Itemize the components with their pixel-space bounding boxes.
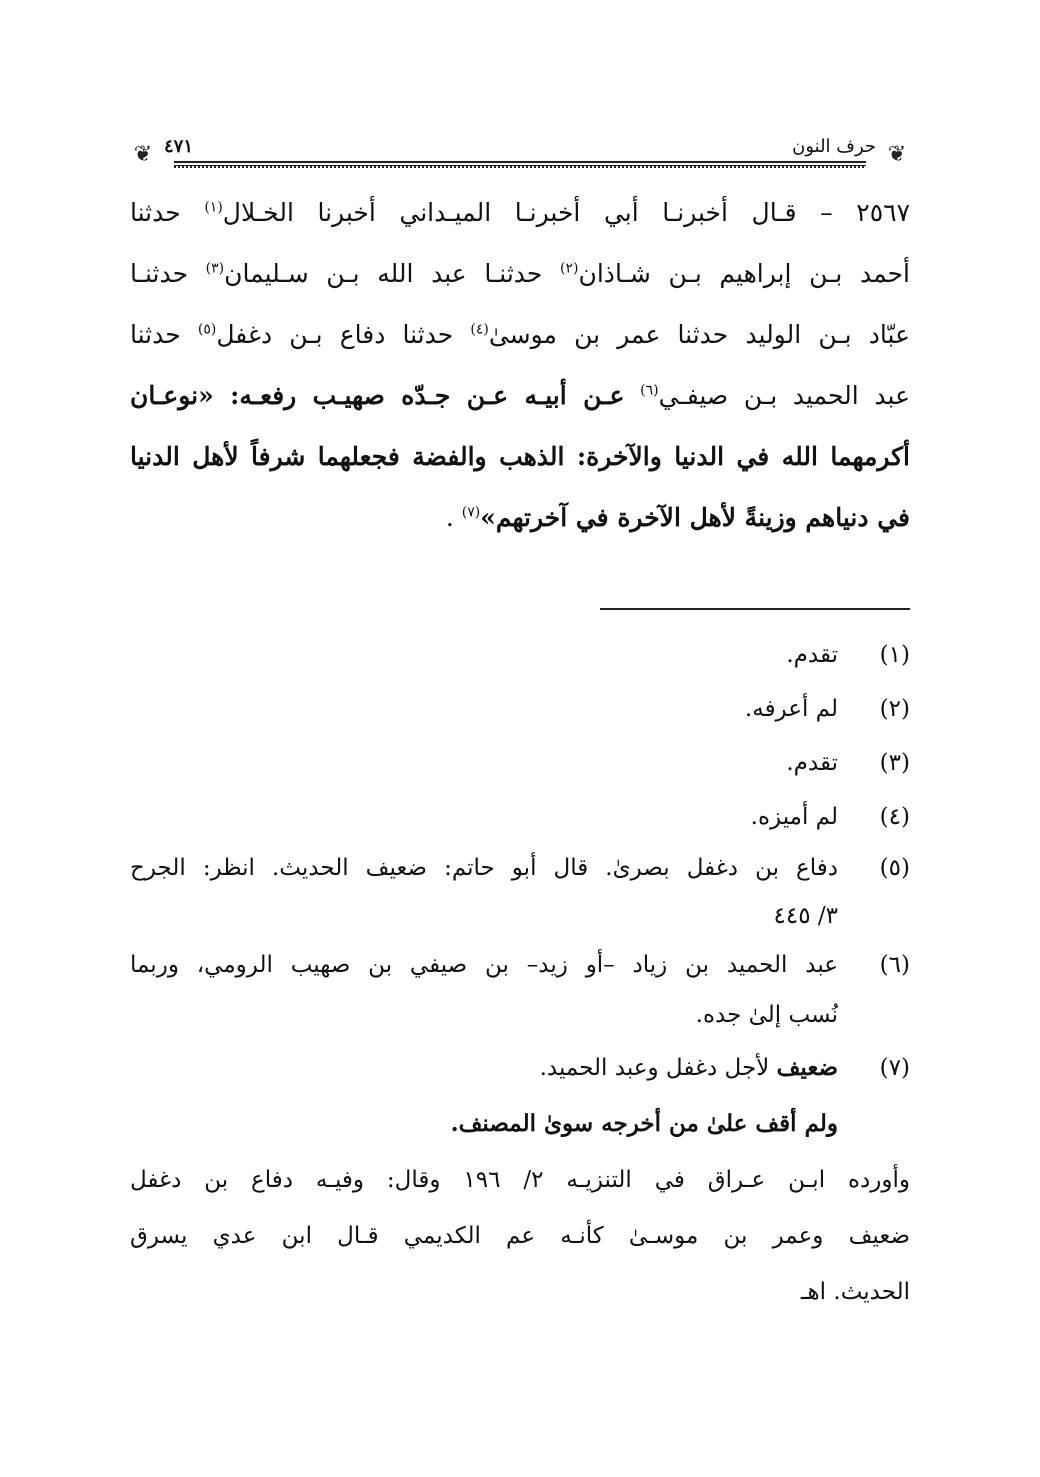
footnote-mark: (١) — [204, 199, 223, 216]
footnote-3: (٣) تقدم. — [786, 750, 910, 776]
hadith-line-5: أكرمهما الله في الدنيا والآخرة: الذهب والفضة فجعلهما شرفاً لأهل الدنيا — [130, 442, 910, 471]
hadith-line-4: عبد الحميد بـن صيفـي$^{(٦)}$ عـن أبيـه عـن جـدّه صهيـب رفعـه: «نوعـان — [130, 381, 910, 410]
footnote-5: (٥) دفاع بن دغفل بصرىٰ. قال أبو حاتم: ضعيف الحديث. انظر: الجرح ٣/ ٤٤٥ — [130, 855, 910, 929]
footnote-mark: (٦) — [640, 382, 659, 399]
footnotes — [130, 628, 910, 1320]
footnote-7: (٧) ضعيف لأجل دغفل وعبد الحميد. ولم أقف علىٰ من أخرجه سوىٰ المصنف. — [450, 1054, 910, 1137]
hadith-text — [130, 182, 910, 548]
header-rule — [174, 161, 866, 166]
ornament-icon: ❦ — [133, 142, 153, 167]
page-number: ٤٧١ — [160, 136, 197, 158]
footnote-mark: (٧) — [461, 504, 481, 521]
footnote-2: (٢) لم أعرفه. — [744, 696, 910, 722]
hadith-line-2: أحمد بـن إبراهيم بـن شـاذان$^{(٢)}$ حدثنـا عبد الله بـن سـليمان$^{(٣)}$ حدثنـا — [130, 259, 910, 288]
chapter-title: حرف النون — [788, 136, 880, 158]
footnote-separator — [600, 608, 910, 610]
footnote-7-continuation: وأورده ابـن عـراق في التنزيـه ٢/ ١٩٦ وقال: وفيـه دفاع بن دغفل ضعيف وعمر بن موسـىٰ كأنـه عم الكديمي قـال ابن عدي يسرق الحديث. اهـ — [130, 1167, 911, 1305]
hadith-line-1: ٢٥٦٧ – قـال أخبرنـا أبي أخبرنـا الميـداني أخبرنا الخـلال$^{(١)}$ حدثنا — [130, 198, 910, 227]
ornament-icon: ❦ — [887, 142, 907, 167]
footnote-mark: (٣) — [205, 260, 225, 277]
running-header — [130, 136, 910, 172]
hadith-line-3: عبّاد بـن الوليد حدثنا عمر بن موسىٰ$^{(٤)}$ حدثنا دفاع بـن دغفل$^{(٥)}$ حدثنا — [130, 320, 910, 349]
footnote-mark: (٤) — [470, 321, 489, 338]
footnote-mark: (٢) — [560, 260, 579, 277]
hadith-line-6: في دنياهم وزينةً لأهل الآخرة في آخرتهم»$^{(٧)}$ . — [445, 503, 910, 532]
footnote-6: (٦) عبد الحميد بن زياد –أو زيد– بن صيفي بن صهيب الرومي، وربما نُسب إلىٰ جده. — [130, 952, 910, 1028]
footnote-1: (١) تقدم. — [786, 642, 910, 668]
footnote-mark: (٥) — [197, 321, 217, 338]
footnote-4: (٤) لم أميزه. — [750, 804, 910, 830]
